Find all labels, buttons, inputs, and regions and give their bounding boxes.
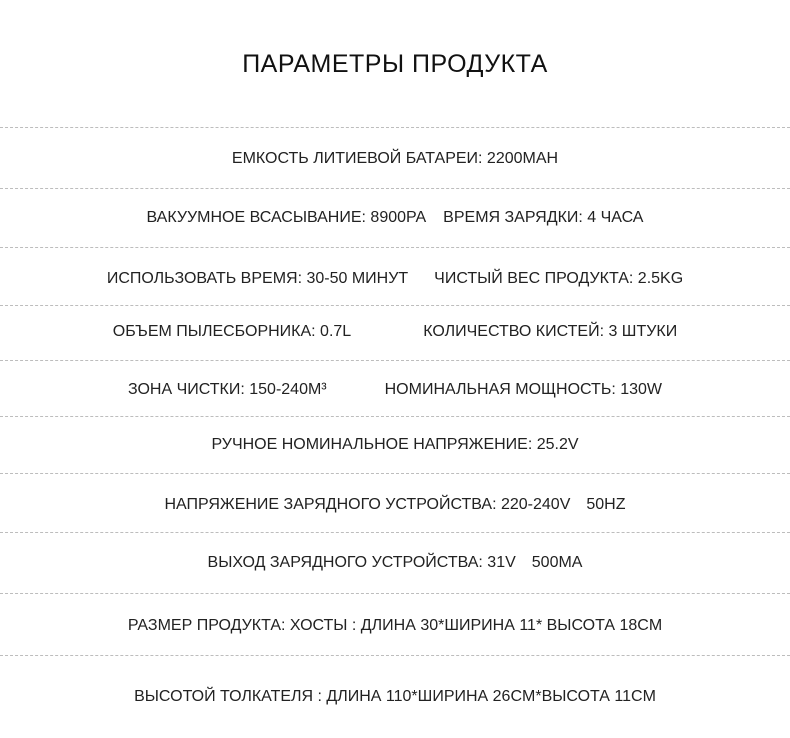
param-text: ВАКУУМНОЕ ВСАСЫВАНИЕ: 8900PA	[146, 209, 427, 226]
param-row-charger-output	[0, 549, 790, 577]
param-text: ВЫСОТОЙ ТОЛКАТЕЛЯ : ДЛИНА 110*ШИРИНА 26CM*ВЫСОТА 11CM	[134, 688, 656, 705]
divider	[0, 532, 790, 533]
param-text: ВЫХОД ЗАРЯДНОГО УСТРОЙСТВА: 31V	[207, 554, 516, 571]
param-row-size-host	[0, 612, 790, 640]
page-title: ПАРАМЕТРЫ ПРОДУКТА	[242, 50, 548, 78]
param-row-voltage	[0, 431, 790, 459]
param-text: ВРЕМЯ ЗАРЯДКИ: 4 ЧАСА	[443, 209, 644, 226]
divider	[0, 305, 790, 306]
param-row-dustbin	[0, 318, 790, 346]
param-text: РАЗМЕР ПРОДУКТА: ХОСТЫ : ДЛИНА 30*ШИРИНА 11* ВЫСОТА 18CM	[127, 617, 663, 634]
param-row-size-pusher	[0, 683, 790, 711]
param-text: РУЧНОЕ НОМИНАЛЬНОЕ НАПРЯЖЕНИЕ: 25.2V	[211, 436, 579, 453]
param-text: ЕМКОСТЬ ЛИТИЕВОЙ БАТАРЕИ: 2200МАН	[231, 150, 559, 167]
param-row-suction	[0, 204, 790, 232]
param-row-charger-voltage	[0, 491, 790, 519]
divider	[0, 593, 790, 594]
param-text: ОБЪЕМ ПЫЛЕСБОРНИКА: 0.7L	[112, 323, 352, 340]
param-row-usetime	[0, 265, 790, 293]
param-row-battery	[0, 145, 790, 173]
param-text: НОМИНАЛЬНАЯ МОЩНОСТЬ: 130W	[384, 381, 663, 398]
param-text: ЧИСТЫЙ ВЕС ПРОДУКТА: 2.5KG	[434, 270, 684, 287]
param-text: КОЛИЧЕСТВО КИСТЕЙ: 3 ШТУКИ	[423, 323, 678, 340]
divider	[0, 188, 790, 189]
divider	[0, 473, 790, 474]
param-text: 50HZ	[586, 496, 626, 513]
param-text: 500MA	[531, 554, 583, 571]
divider	[0, 360, 790, 361]
divider	[0, 655, 790, 656]
divider	[0, 416, 790, 417]
param-row-area	[0, 376, 790, 404]
divider	[0, 247, 790, 248]
param-text: ЗОНА ЧИСТКИ: 150-240M³	[127, 381, 327, 398]
param-text: НАПРЯЖЕНИЕ ЗАРЯДНОГО УСТРОЙСТВА: 220-240V	[164, 496, 571, 513]
divider	[0, 127, 790, 128]
param-text: ИСПОЛЬЗОВАТЬ ВРЕМЯ: 30-50 МИНУТ	[106, 270, 409, 287]
